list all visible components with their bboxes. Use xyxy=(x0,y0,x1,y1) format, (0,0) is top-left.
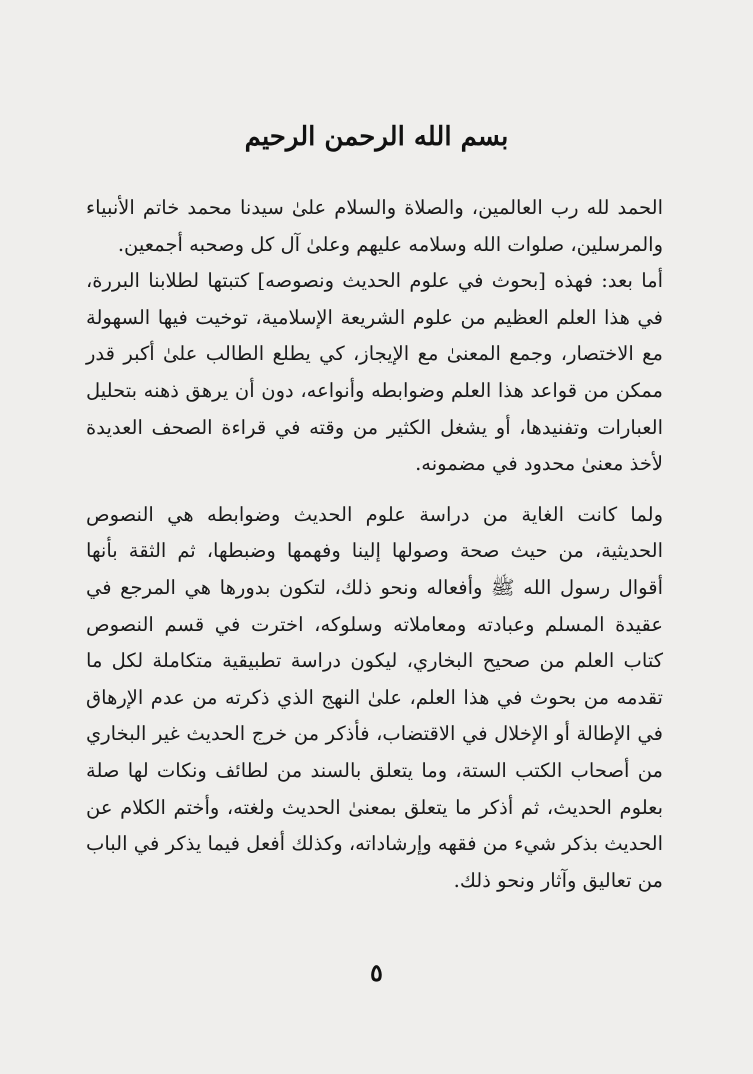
body-text xyxy=(86,190,663,899)
page-number: ٥ xyxy=(370,958,383,987)
paragraph-opening: الحمد لله رب العالمين، والصلاة والسلام علىٰ سيدنا محمد خاتم الأنبياء والمرسلين، صلوات الله وسلامه عليهم وعلىٰ آل كل وصحبه أجمعين. xyxy=(86,196,663,256)
paragraph-intro: أما بعد: فهذه [بحوث في علوم الحديث ونصوصه] كتبتها لطلابنا البررة، في هذا العلم العظيم من علوم الشريعة الإسلامية، توخيت فيها السهولة مع الاختصار، وجمع المعنىٰ مع الإيجاز، كي يطلع الطالب علىٰ أكبر قدر ممكن من قواعد هذا العلم وضوابطه وأنواعه، دون أن يرهق ذهنه بتحليل العبارات وتفنيدها، أو يشغل الكثير من وقته في قراءة الصحف العديدة لأخذ معنىٰ محدود في مضمونه. xyxy=(86,269,663,476)
paragraph-method: ولما كانت الغاية من دراسة علوم الحديث وضوابطه هي النصوص الحديثية، من حيث صحة وصولها إلينا وفهمها وضبطها، ثم الثقة بأنها أقوال رسول الله ﷺ وأفعاله ونحو ذلك، لتكون بدورها هي المرجع في عقيدة المسلم وعبادته ومعاملاته وسلوكه، اخترت في قسم النصوص كتاب العلم من صحيح البخاري، ليكون دراسة تطبيقية متكاملة لكل ما تقدمه من بحوث في هذا العلم، علىٰ النهج الذي ذكرته من عدم الإرهاق في الإطالة أو الإخلال في الاقتضاب، فأذكر من خرج الحديث غير البخاري من أصحاب الكتب الستة، وما يتعلق بالسند من لطائف ونكات لها صلة بعلوم الحديث، ثم أذكر ما يتعلق بمعنىٰ الحديث ولغته، وأختم الكلام عن الحديث بذكر شيء من فقهه وإرشاداته، وكذلك أفعل فيما يذكر في الباب من تعاليق وآثار ونحو ذلك. xyxy=(86,502,663,892)
basmala-heading: بسم الله الرحمن الرحيم xyxy=(244,122,509,152)
